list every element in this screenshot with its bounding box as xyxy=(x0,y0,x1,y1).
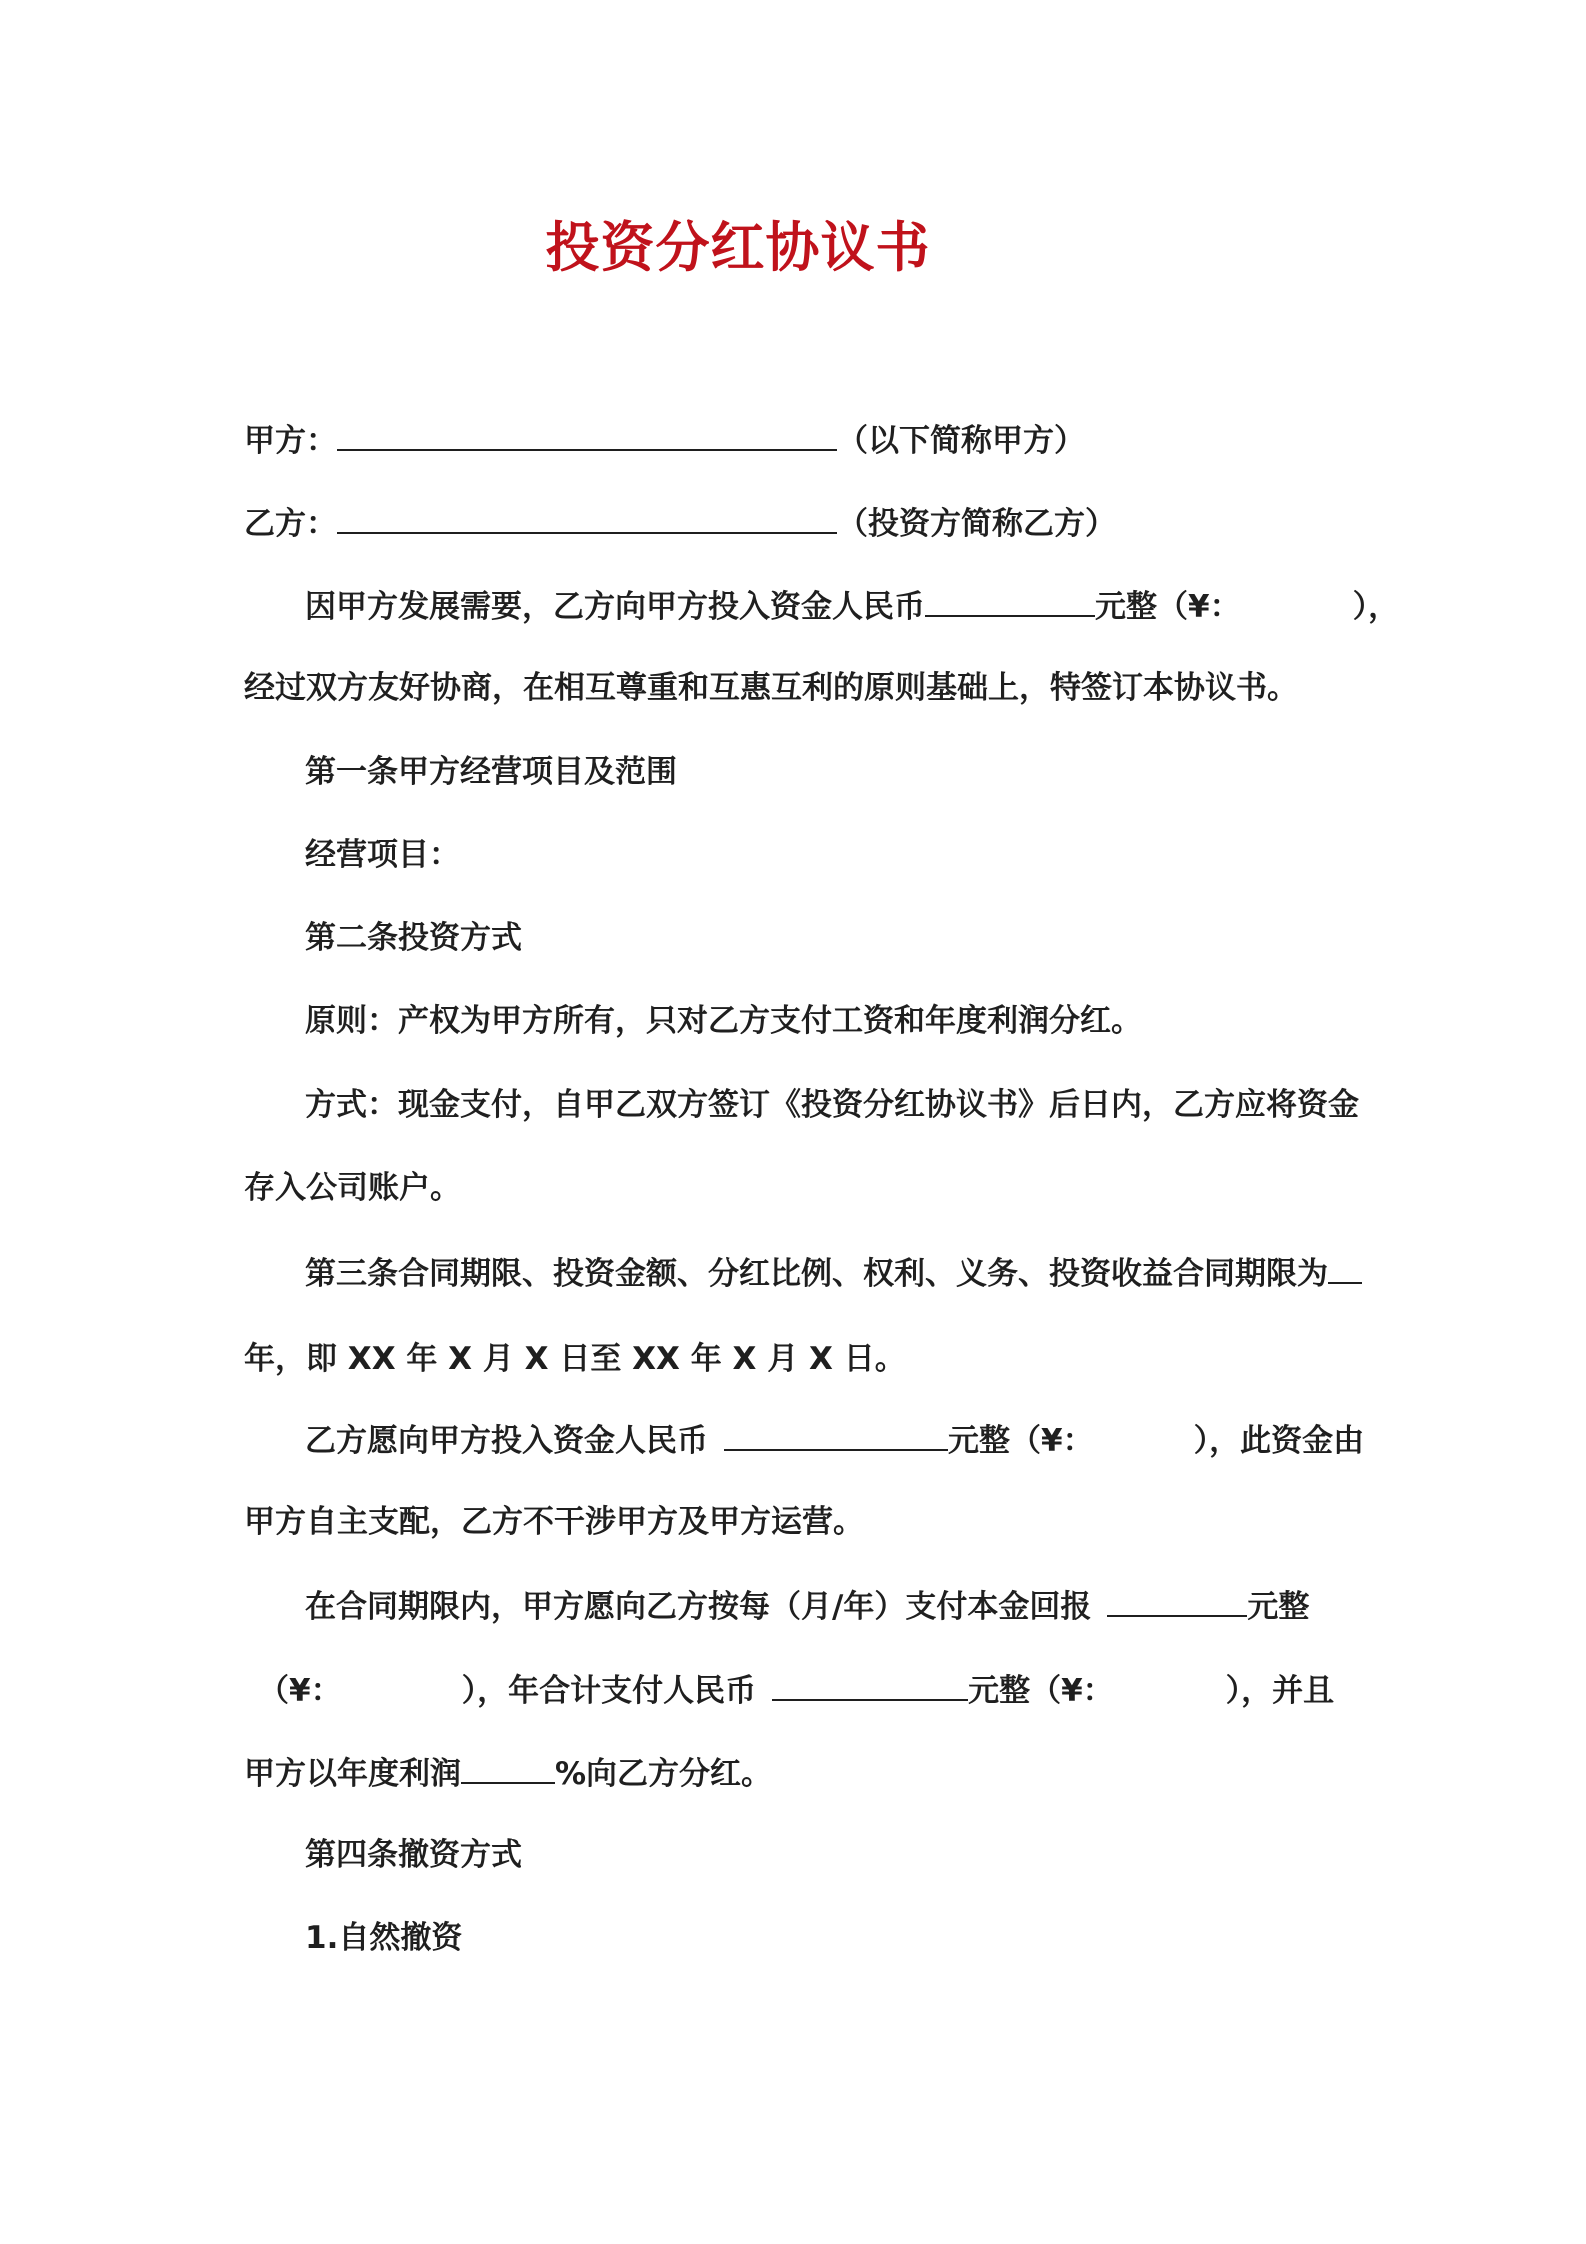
dividend-line xyxy=(244,1752,772,1794)
annual-total-blank[interactable] xyxy=(772,1669,968,1701)
payment-line-2 xyxy=(244,1669,1334,1711)
party-a-note: （以下简称甲方） xyxy=(837,423,1085,459)
article-1-item: 经营项目： xyxy=(305,837,460,873)
payment-text-a: 在合同期限内，甲方愿向乙方按每（月/年）支付本金回报 xyxy=(305,1589,1092,1625)
intro-text-1a: 因甲方发展需要，乙方向甲方投入资金人民币 xyxy=(305,589,925,625)
article-1-title: 第一条甲方经营项目及范围 xyxy=(305,754,677,790)
intro-amount-blank[interactable] xyxy=(925,585,1095,617)
intro-line-2: 经过双方友好协商，在相互尊重和互惠互利的原则基础上，特签订本协议书。 xyxy=(244,670,1298,706)
payment-line-1 xyxy=(305,1585,1309,1627)
article-2-method-2: 存入公司账户。 xyxy=(244,1170,461,1206)
investment-text-a: 乙方愿向甲方投入资金人民币 xyxy=(305,1423,708,1459)
article-2-method-1: 方式：现金支付，自甲乙双方签订《投资分红协议书》后日内，乙方应将资金 xyxy=(305,1087,1359,1123)
payment2-text-b: ），年合计支付人民币 xyxy=(461,1673,757,1709)
article-2-principle: 原则：产权为甲方所有，只对乙方支付工资和年度利润分红。 xyxy=(305,1003,1142,1039)
intro-text-1c: ）， xyxy=(1352,589,1400,625)
party-a-blank[interactable] xyxy=(337,419,837,451)
investment-amount-blank[interactable] xyxy=(724,1419,948,1451)
party-b-label: 乙方： xyxy=(244,506,337,542)
investment-line-2: 甲方自主支配，乙方不干涉甲方及甲方运营。 xyxy=(244,1504,864,1540)
term-years-blank[interactable] xyxy=(1328,1252,1362,1284)
investment-line-1 xyxy=(305,1419,1364,1461)
investment-text-c: ），此资金由 xyxy=(1193,1423,1365,1459)
party-b-line xyxy=(244,502,1116,544)
dividend-text-b: %向乙方分红。 xyxy=(555,1756,773,1792)
article-2-title: 第二条投资方式 xyxy=(305,920,522,956)
article-4-item-1: 1.自然撤资 xyxy=(305,1920,463,1956)
intro-text-1b: 元整（¥： xyxy=(1095,589,1241,625)
document-title: 投资分红协议书 xyxy=(545,216,931,279)
article-3-line-1 xyxy=(305,1252,1362,1294)
payment2-text-d: ），并且 xyxy=(1225,1673,1335,1709)
party-a-line xyxy=(244,419,1085,461)
investment-text-b: 元整（¥： xyxy=(948,1423,1094,1459)
principal-return-blank[interactable] xyxy=(1107,1585,1247,1617)
article-3-text-1: 第三条合同期限、投资金额、分红比例、权利、义务、投资收益合同期限为 xyxy=(305,1256,1328,1292)
party-b-blank[interactable] xyxy=(337,502,837,534)
article-4-title: 第四条撤资方式 xyxy=(305,1837,522,1873)
party-b-note: （投资方简称乙方） xyxy=(837,506,1116,542)
dividend-text-a: 甲方以年度利润 xyxy=(244,1756,461,1792)
payment-text-b: 元整 xyxy=(1247,1589,1310,1625)
party-a-label: 甲方： xyxy=(244,423,337,459)
article-3-line-2: 年，即 XX 年 X 月 X 日至 XX 年 X 月 X 日。 xyxy=(244,1341,906,1377)
payment2-text-c: 元整（¥： xyxy=(968,1673,1114,1709)
intro-line-1 xyxy=(305,585,1399,627)
payment2-text-a: （¥： xyxy=(258,1673,342,1709)
dividend-percent-blank[interactable] xyxy=(461,1752,555,1784)
